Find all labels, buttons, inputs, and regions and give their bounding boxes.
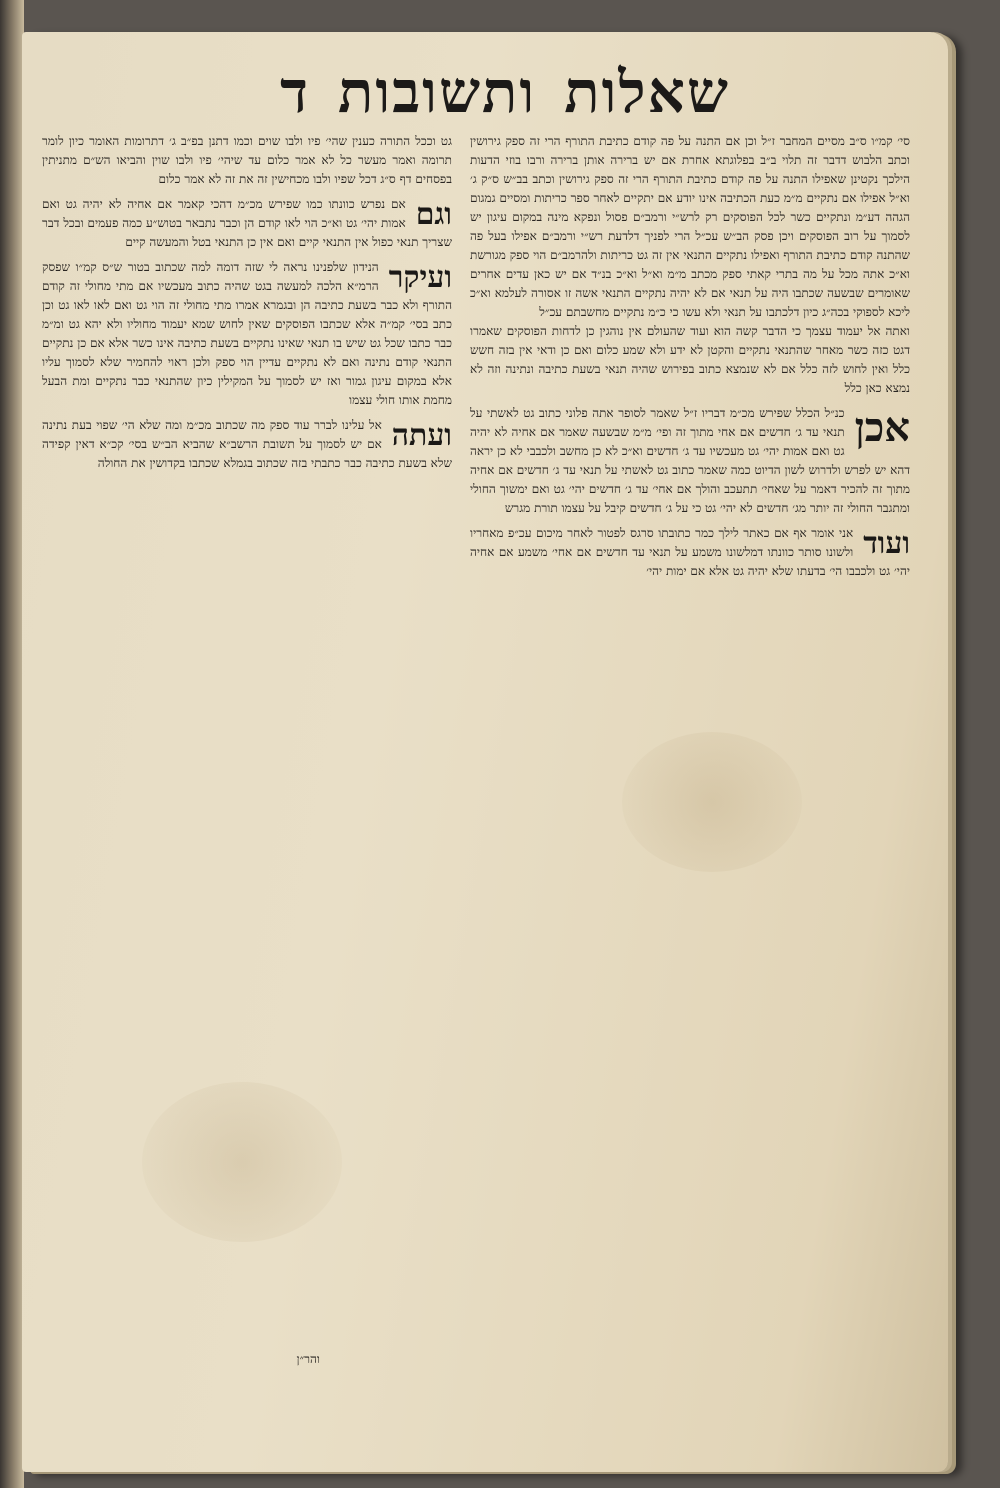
right-column xyxy=(470,132,910,1377)
paragraph: אם נפרש כוונתו כמו שפירש מכ״מ דהכי קאמר אם אחיה לא יהיה גט ואם אמות יהי׳ גט וא״כ הוי לאו קודם הן וכבר נתבאר בטוש״ע כמה פעמים ובכל דבר שצריך תנאי כפול אין התנאי קיים ואם אין כן התנאי בטל והמעשה קיים xyxy=(42,197,452,249)
catchword: והר״ן xyxy=(296,1352,320,1366)
paragraph: סי׳ קמ״ו ס״ב מסיים המחבר ז״ל וכן אם התנה על פה קודם כתיבת התורף הרי זה ספק גירושין וכתב הלבוש דדבר זה תלוי ב״ב בפלוגתא אחרת אם יש ברירה אותן ברירה ורבו בוזי הדעות הילכך נקטינן שאפילו התנה על פה קודם כתיבת התורף הרי זה ספק גירושין וכתב בב״ש ס״ק ג׳ וא״ל אפילו אם נתקיים מ״מ כעת הכתיבה אינו יודע אם יתקיים לאחר ספר כריתות ומסיים גמגום הגהה דע״מ ונתקיים כשר לכל הפוסקים רק לרש״י ורמב״ם פסול ונפקא מינה במקום עיגון יש לסמוך על רוב הפוסקים ויכן פסק הב״ש עכ״ל הרי לפניך דלדעת רש״י ורמב״ם אפילו בעל פה שהתנה קודם כתיבת התורף ואפילו נתקיים התנאי אין זה גט כריתות ולהרמב״ם הוי ספק מגורשת וא״כ אתה מכל על מה בתרי קאתי ספק מכתב מ״מ וא״ל וא״כ בנ״ד אם יש כאן עדים אחרים שאומרים שבשעה שכתבו היה על תנאי אם לא יהיה נתקיים התנאי אשה זו אסורה לעלמא וא״כ ליכא לספוקי בכה״ג כיון דלכתבו על תנאי ולא עשו כי כ״מ נתקיים מחשבתם עכ״ל xyxy=(470,134,910,319)
paragraph: גט וככל התורה כענין שהי׳ פיו ולבו שוים וכמו דתנן בפ״ב ג׳ דתרומות האומר כיון לומר תרומה ואמר מעשר כל לא אמר כלום עד שיהי׳ פיו ולבו שוין והביאו הש״ם מתניתין בפסחים דף ס״ג דכל שפיו ולבו מכחישין זה את זה לא אמר כלום xyxy=(42,134,452,186)
binding-edge xyxy=(0,0,24,1488)
header-word: שאלות xyxy=(564,58,730,126)
left-column xyxy=(42,132,452,1377)
section-lead-word: ועוד xyxy=(863,526,910,561)
paragraph: כנ״ל הכלל שפירש מכ״מ דבריו ז״ל שאמר לסופר אתה פלוני כתוב גט לאשתי על תנאי עד ג׳ חדשים אם אחי מתוך זה ופי׳ מ״מ שבשעה שאמר אם אחיה לא יהיה גט ואם אמות יהי׳ גט מעכשיו עד ג׳ חדשים וא״כ לא כן מחשב ולכבבי לא כן יראה דהא יש לפרש ולדרוש לשון הדיוט כמה שאמר כתוב גט לאשתי על תנאי עד ג׳ חדשים אם אחיה מתוך זה להכיר דאמר על שאחי׳ תתעכב והולך אם אחי׳ עד ג׳ חדשים יהי׳ גט ואם ימשוך החולי ומתגבר החולי זה יותר מג׳ חדשים לא יהי׳ גט כי על ג׳ חדשים קיבל על עצמו תורת מגרש xyxy=(470,406,910,515)
section-lead-word: ועיקר xyxy=(388,260,452,295)
section-lead-word: וגם xyxy=(415,197,452,232)
paragraph: אני אומר אף אם כאתר לילך כמר כתובתו סרגס לפטור לאחר מיכום עכ״פ מאחריו ולשונו סותר כוונתו דמלשונו משמע על תנאי עד חדשים אם אחי׳ משמע אם אחיה יהי׳ גט ולכבבו הי׳ בדעתו שלא יהיה גט אלא אם ימות יהי׳ xyxy=(470,526,910,578)
section-lead-word: ועתה xyxy=(391,418,452,453)
section-lead-word: אכן xyxy=(854,404,910,451)
header-word: ד xyxy=(280,58,310,126)
paragraph: ואתה אל יעמוד עצמך כי הדבר קשה הוא ועוד שהעולם אין נוהגין כן לדחות הפוסקים שאמרו דגט כזה כשר מאחר שהתנאי נתקיים והקטן לא ידע ולא שמע כלום ואם כן ודאי אין בזה חשש כלל ואין לחוש לזה כלל אם לא שנמצא כתוב בפירוש שהיה תנאי בשעת כתיבה ונתינה וזה לא נמצא כאן כלל xyxy=(470,324,910,395)
page-header xyxy=(70,60,940,124)
paragraph: הנידון שלפנינו נראה לי שזה דומה למה שכתוב בטור ש״ס קמ״ו שפסק הרמ״א הלכה למעשה בגט שהיה כתוב מעכשיו אם מתי מחולי זה קודם התורף ולא כבר בשעת כתיבה הן ובגמרא אמרו מתי מחולי זה הוי גט ואם לאו לאו גט וכן כתב בסי׳ קמ״ה אלא שכתבו הפוסקים שאין לחוש שמא יעמוד מחוליו ולא יהא גט ומ״מ כבר כתבו שכל גט שיש בו תנאי שאינו נתקיים בשעת כתיבה אינו כשר אלא אם כן נתקיים התנאי קודם נתינה ואם לא נתקיים עדיין הוי ספק ולכן ראוי להחמיר שלא לסמוך עליו אלא במקום עיגון גמור ואז יש לסמוך על המקילין כיון שהתנאי כבר נתקיים ומת הבעל מחמת אותו חולי עצמו xyxy=(42,260,452,407)
header-word: ותשובות xyxy=(337,58,537,126)
paragraph: אל עלינו לברר עוד ספק מה שכתוב מכ״מ ומה שלא הי׳ שפוי בעת נתינה אם יש לסמוך על תשובת הרשב״א שהביא הב״ש בסי׳ קכ״א דאין קפידה שלא בשעת כתיבה כבר כתבתי בזה שכתוב בגמלא שכתבו בקדושין את החולה xyxy=(42,418,452,470)
